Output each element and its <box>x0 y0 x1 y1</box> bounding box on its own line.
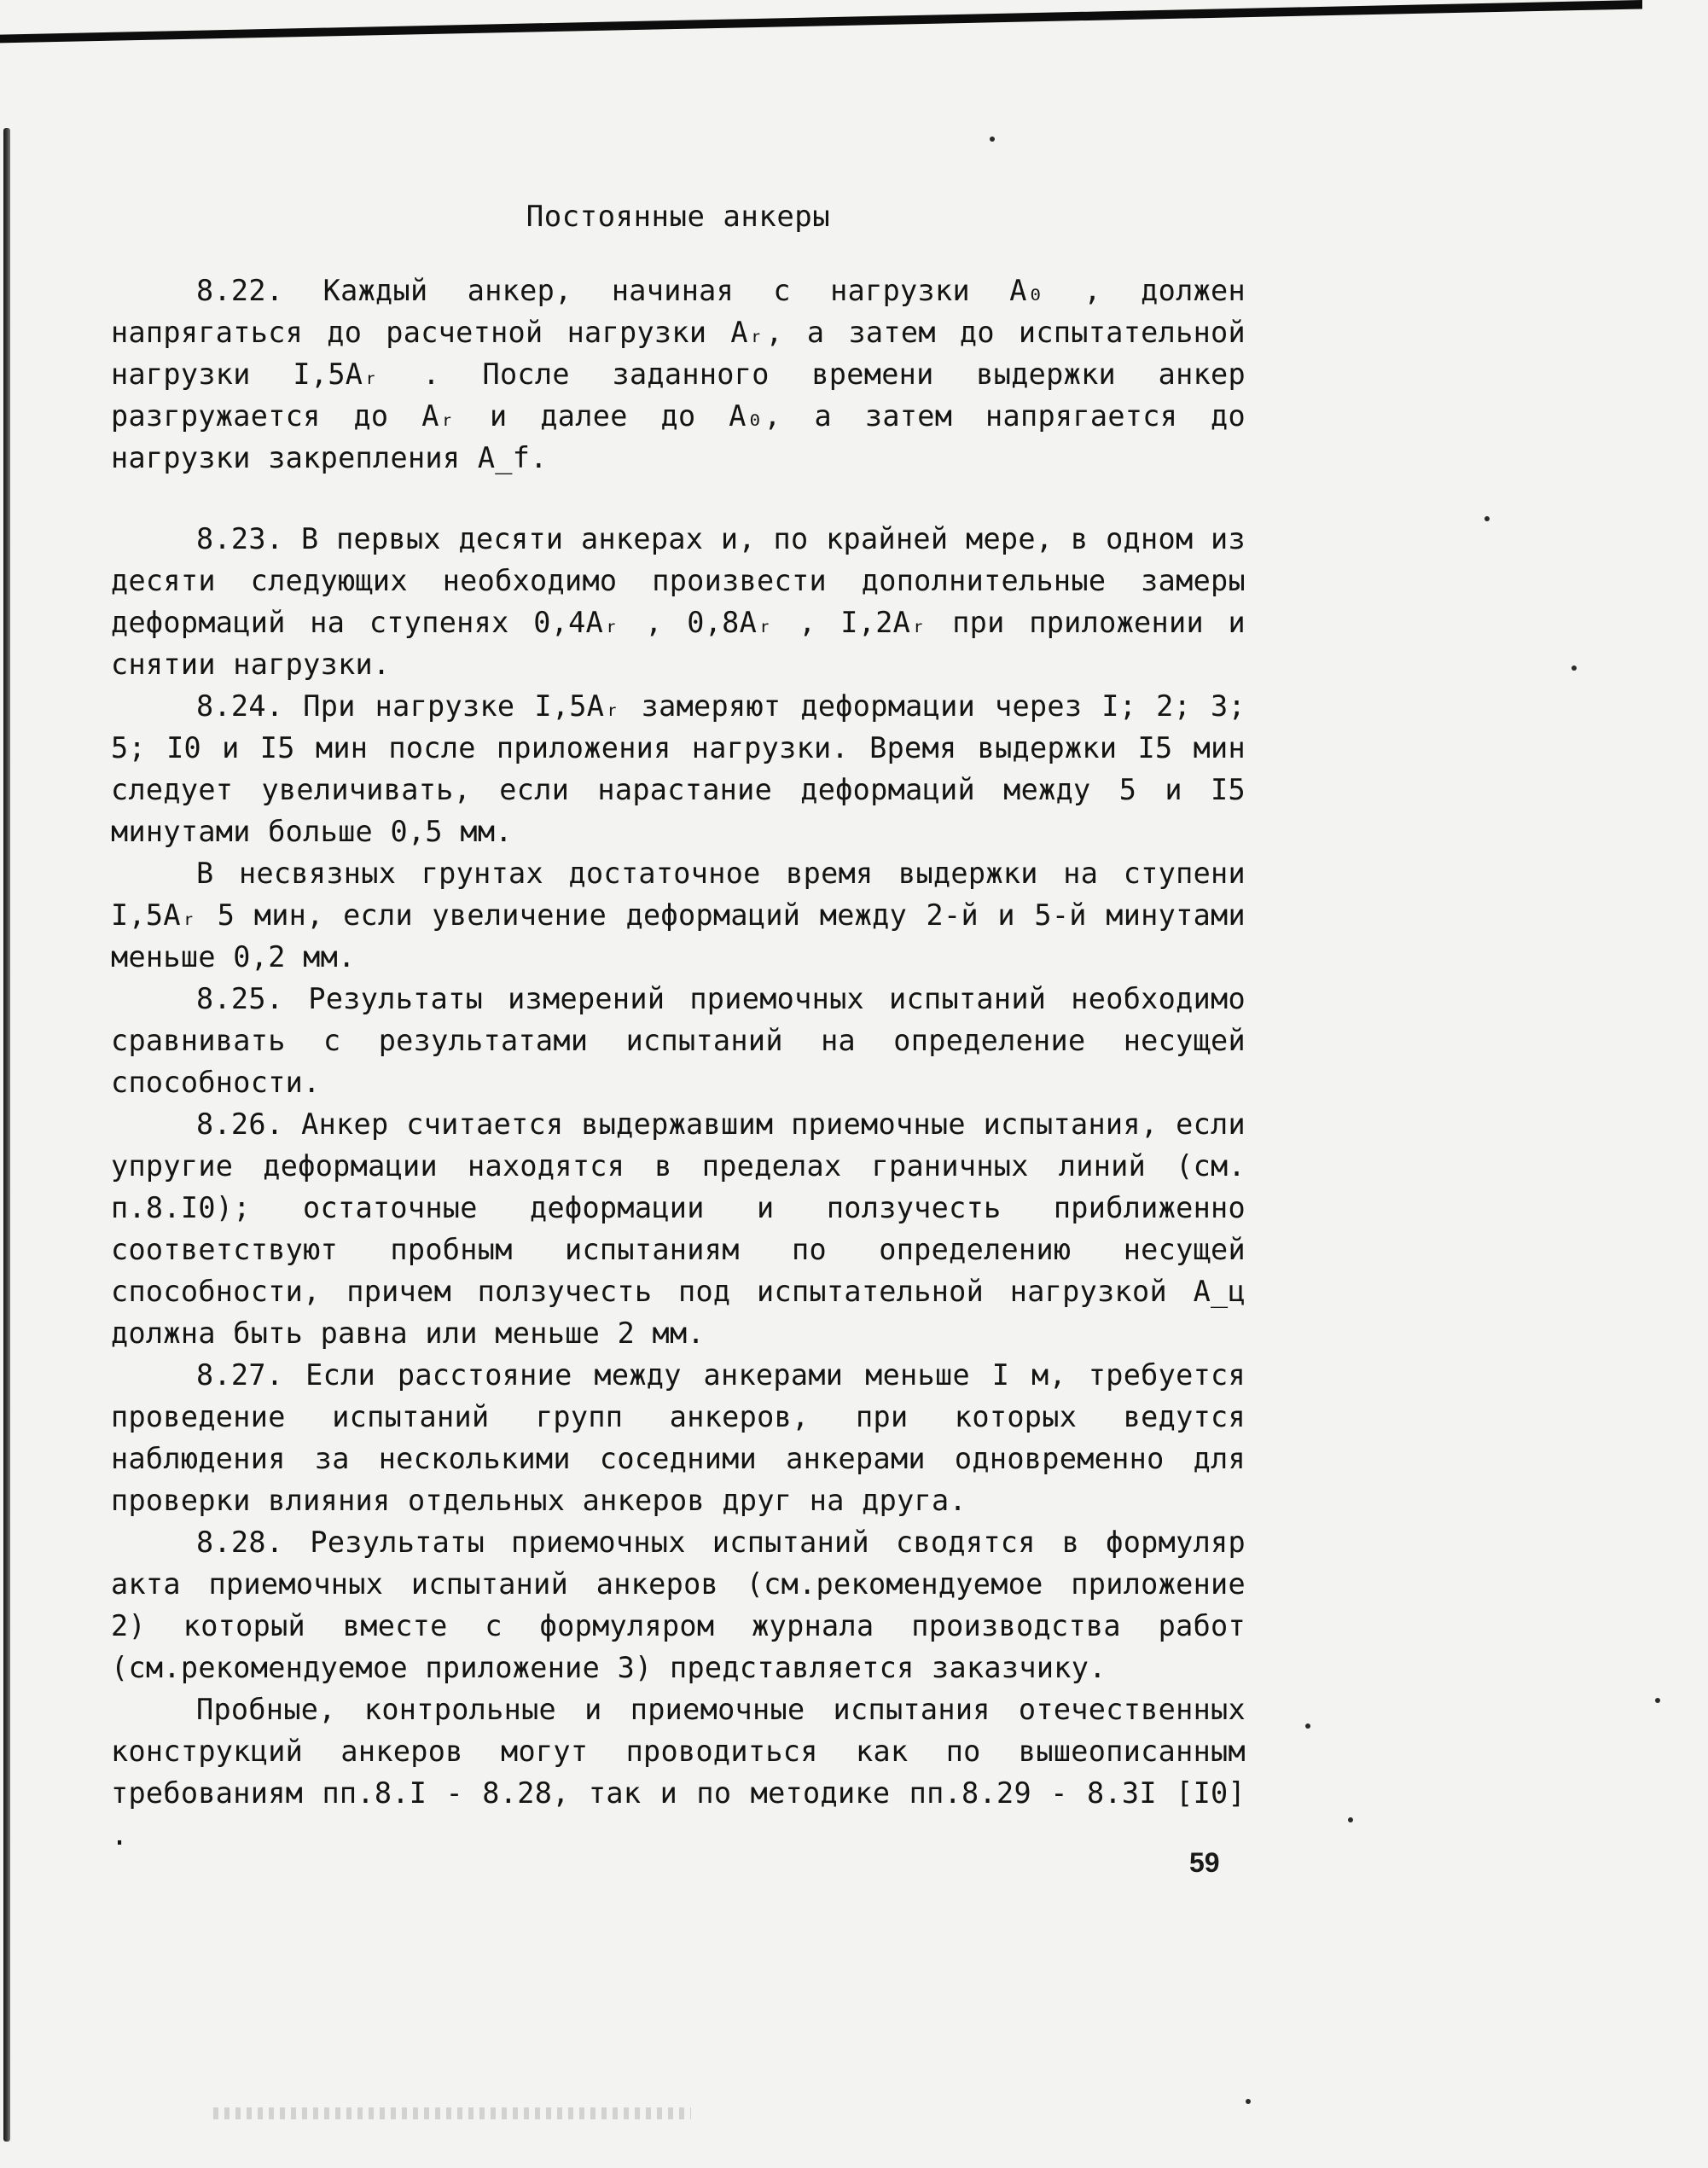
section-heading: Постоянные анкеры <box>526 200 831 234</box>
paragraph-8-26: 8.26. Анкер считается выдержавшим приемочные испытания, если упругие деформации находятся в пределах граничных линий (см. п.8.I0); остаточные деформации и ползучесть приближенно соответствуют пробным испытаниям по определению несущей способности, причем ползучесть под испытательной нагрузкой A_ц должна быть равна или меньше 2 мм. <box>111 1107 1246 1350</box>
scan-speck <box>1305 1723 1310 1729</box>
scan-speck <box>1655 1698 1660 1703</box>
scan-speck <box>1246 2099 1251 2104</box>
paragraph-8-23: 8.23. В первых десяти анкерах и, по крайней мере, в одном из десяти следующих необходимо произвести дополнительные замеры деформаций на ступенях 0,4Aᵣ , 0,8Aᵣ , I,2Aᵣ при приложении и снятии нагрузки. <box>111 522 1246 681</box>
paragraph-8-25: 8.25. Результаты измерений приемочных испытаний необходимо сравнивать с результатами испытаний на определение несущей способности. <box>111 982 1246 1099</box>
scan-speck <box>1571 666 1577 671</box>
document-page <box>111 196 1246 1851</box>
scan-speck <box>1348 1817 1353 1822</box>
scan-bottom-noise <box>213 2107 691 2119</box>
scan-speck <box>990 137 995 142</box>
paragraph-8-24: 8.24. При нагрузке I,5Aᵣ замеряют деформации через I; 2; 3; 5; I0 и I5 мин после приложения нагрузки. Время выдержки I5 мин следует увеличивать, если нарастание деформаций между 5 и I5 минутами больше 0,5 мм. <box>111 689 1246 848</box>
scan-top-border <box>0 0 1642 60</box>
paragraph-8-22: 8.22. Каждый анкер, начиная с нагрузки A₀ , должен напрягаться до расчетной нагрузки Aᵣ, а затем до испытательной нагрузки I,5Aᵣ . После заданного времени выдержки анкер разгружается до Aᵣ и далее до A₀, а затем напрягается до нагрузки закрепления A_f. <box>111 274 1246 474</box>
paragraph-noncohesive-soils: В несвязных грунтах достаточное время выдержки на ступени I,5Aᵣ 5 мин, если увеличение деформаций между 2-й и 5-й минутами меньше 0,2 мм. <box>111 857 1246 974</box>
paragraph-tests-summary: Пробные, контрольные и приемочные испытания отечественных конструкций анкеров могут проводиться как по вышеописанным требованиям пп.8.I - 8.28, так и по методике пп.8.29 - 8.3I [I0] . <box>111 1693 1246 1851</box>
scan-left-edge <box>3 128 10 2142</box>
paragraph-8-27: 8.27. Если расстояние между анкерами меньше I м, требуется проведение испытаний групп анкеров, при которых ведутся наблюдения за несколькими соседними анкерами одновременно для проверки влияния отдельных анкеров друг на друга. <box>111 1358 1246 1517</box>
scan-speck <box>1484 516 1490 521</box>
page-number: 59 <box>1189 1847 1220 1878</box>
paragraph-8-28: 8.28. Результаты приемочных испытаний сводятся в формуляр акта приемочных испытаний анкеров (см.рекомендуемое приложение 2) который вместе с формуляром журнала производства работ (см.рекомендуемое приложение 3) представляется заказчику. <box>111 1526 1246 1684</box>
